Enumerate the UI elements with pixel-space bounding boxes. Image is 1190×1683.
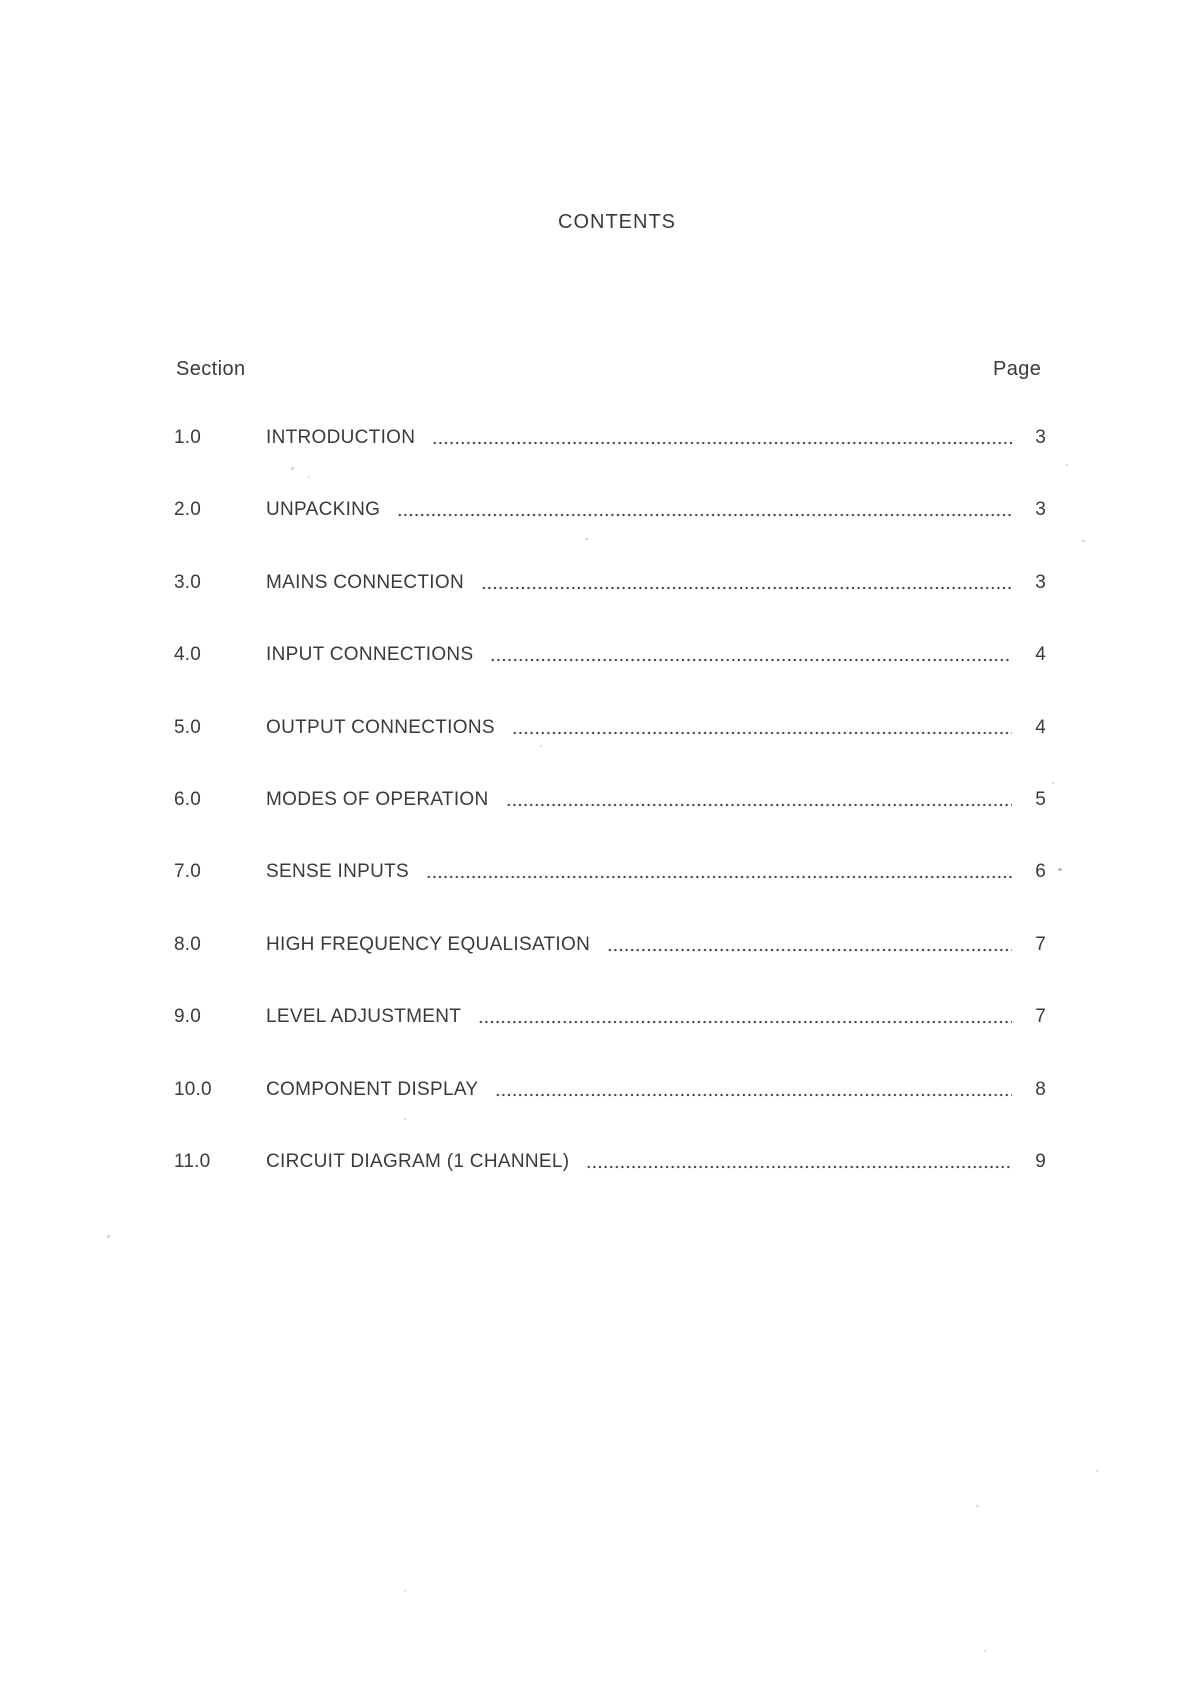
toc-entry-page: 8 bbox=[1035, 1078, 1046, 1100]
toc-entry bbox=[174, 1005, 1046, 1029]
toc-entry-page: 5 bbox=[1035, 788, 1046, 810]
toc-entry-title: MAINS CONNECTION bbox=[266, 571, 464, 593]
toc-entry-page: 9 bbox=[1035, 1150, 1046, 1172]
dotted-leader bbox=[478, 1020, 1012, 1024]
toc-entry bbox=[174, 426, 1046, 450]
toc-entry-title: LEVEL ADJUSTMENT bbox=[266, 1006, 462, 1028]
toc-entry-title: INTRODUCTION bbox=[266, 427, 416, 448]
toc-entry bbox=[174, 643, 1046, 667]
toc-entry-number: 10.0 bbox=[174, 1078, 212, 1100]
toc-entry-title: OUTPUT CONNECTIONS bbox=[266, 716, 495, 738]
toc-entry bbox=[174, 716, 1046, 740]
toc-entry-number: 3.0 bbox=[174, 571, 202, 593]
column-header-page: Page bbox=[993, 358, 1042, 380]
toc-entry-number: 4.0 bbox=[174, 644, 202, 666]
toc-entry-title: CIRCUIT DIAGRAM (1 CHANNEL) bbox=[266, 1150, 570, 1172]
toc-entry-page: 7 bbox=[1035, 933, 1046, 955]
toc-entry-title: MODES OF OPERATION bbox=[266, 788, 489, 810]
scan-speck bbox=[1082, 540, 1085, 542]
toc-entry-title: COMPONENT DISPLAY bbox=[266, 1078, 479, 1100]
scan-speck bbox=[1052, 782, 1054, 784]
toc-entry-number: 8.0 bbox=[174, 933, 202, 955]
toc-entry-title: INPUT CONNECTIONS bbox=[266, 644, 474, 666]
page-title: CONTENTS bbox=[558, 211, 676, 233]
toc-entry bbox=[174, 860, 1046, 884]
toc-entry-page: 7 bbox=[1035, 1006, 1046, 1028]
toc-entry bbox=[174, 571, 1046, 595]
toc-entry-number: 1.0 bbox=[174, 427, 202, 448]
dotted-leader bbox=[481, 586, 1012, 590]
column-header-section: Section bbox=[176, 358, 246, 380]
toc-entry bbox=[174, 933, 1046, 957]
dotted-leader bbox=[512, 731, 1012, 735]
toc-entry-page: 4 bbox=[1035, 716, 1046, 738]
toc-entry-number: 5.0 bbox=[174, 716, 202, 738]
toc-entry bbox=[174, 788, 1046, 812]
toc-entry-page: 3 bbox=[1035, 571, 1046, 593]
scan-speck bbox=[404, 1590, 406, 1592]
toc-entry bbox=[174, 498, 1046, 522]
scan-speck bbox=[1066, 464, 1068, 466]
scan-speck bbox=[976, 1505, 979, 1507]
toc-entry-page: 3 bbox=[1035, 427, 1046, 448]
toc-entry-title: SENSE INPUTS bbox=[266, 861, 409, 883]
dotted-leader bbox=[397, 513, 1012, 517]
toc-entry-title: UNPACKING bbox=[266, 499, 381, 521]
dotted-leader bbox=[426, 875, 1012, 879]
scan-speck bbox=[984, 1650, 986, 1652]
dotted-leader bbox=[490, 658, 1012, 662]
scan-speck bbox=[107, 1235, 110, 1238]
dotted-leader bbox=[495, 1093, 1012, 1097]
dotted-leader bbox=[607, 948, 1012, 952]
toc-list bbox=[174, 426, 1046, 1174]
dotted-leader bbox=[506, 803, 1012, 807]
toc-entry bbox=[174, 1078, 1046, 1102]
scan-speck bbox=[1058, 868, 1062, 871]
toc-entry-number: 7.0 bbox=[174, 861, 202, 883]
dotted-leader bbox=[586, 1165, 1012, 1169]
dotted-leader bbox=[432, 441, 1012, 445]
toc-entry-title: HIGH FREQUENCY EQUALISATION bbox=[266, 933, 591, 955]
toc-entry-number: 6.0 bbox=[174, 788, 202, 810]
toc-entry-page: 6 bbox=[1035, 861, 1046, 883]
toc-entry-page: 3 bbox=[1035, 499, 1046, 521]
toc-entry-page: 4 bbox=[1035, 644, 1046, 666]
toc-entry-number: 11.0 bbox=[174, 1150, 211, 1172]
toc-entry-number: 2.0 bbox=[174, 499, 202, 521]
toc-entry-number: 9.0 bbox=[174, 1006, 202, 1028]
scan-speck bbox=[1096, 1470, 1098, 1472]
toc-entry bbox=[174, 1150, 1046, 1174]
